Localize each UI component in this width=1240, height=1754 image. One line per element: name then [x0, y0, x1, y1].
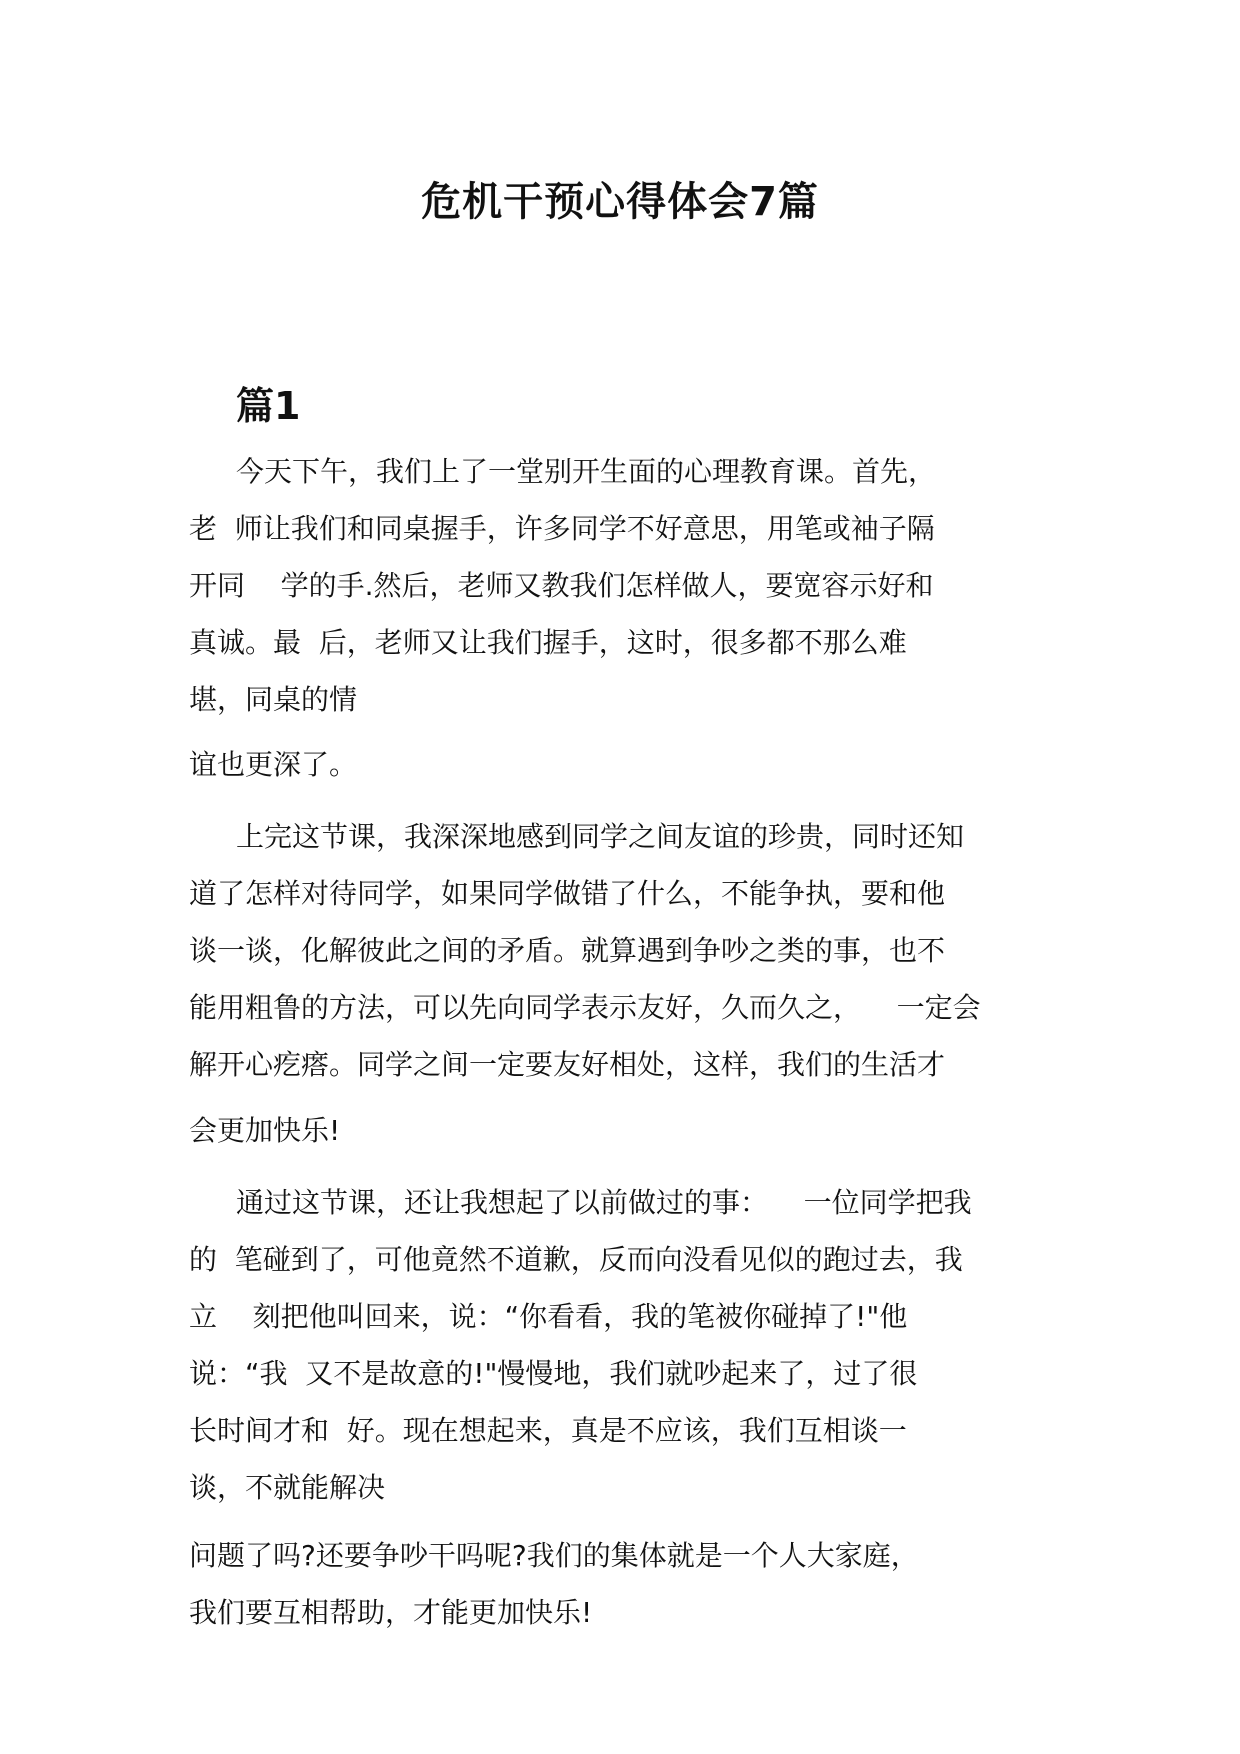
paragraph-line: 会更加快乐! — [189, 1114, 341, 1147]
paragraph-line: 通过这节课，还让我想起了以前做过的事： 一位同学把我 — [236, 1186, 972, 1219]
paragraph-line: 我们要互相帮助，才能更加快乐! — [189, 1596, 593, 1629]
section-heading: 篇1 — [236, 384, 301, 428]
paragraph-line: 开同 学的手.然后，老师又教我们怎样做人，要宽容示好和 — [189, 569, 934, 602]
paragraph-line: 真诚。最 后，老师又让我们握手，这时，很多都不那么难 — [189, 626, 907, 659]
paragraph-line: 上完这节课，我深深地感到同学之间友谊的珍贵，同时还知 — [236, 820, 965, 853]
paragraph-line: 的 笔碰到了，可他竟然不道歉，反而向没看见似的跑过去，我 — [189, 1243, 963, 1276]
paragraph-line: 解开心疙瘩。同学之间一定要友好相处，这样，我们的生活才 — [189, 1048, 946, 1081]
paragraph-line: 谈，不就能解决 — [189, 1471, 386, 1504]
paragraph-line: 谈一谈，化解彼此之间的矛盾。就算遇到争吵之类的事，也不 — [189, 934, 946, 967]
paragraph-line: 今天下午，我们上了一堂别开生面的心理教育课。首先， — [236, 455, 937, 488]
paragraph-line: 能用粗鲁的方法，可以先向同学表示友好，久而久之， 一定会 — [189, 991, 981, 1024]
paragraph-line: 谊也更深了。 — [189, 748, 358, 781]
paragraph-line: 老 师让我们和同桌握手，许多同学不好意思，用笔或袖子隔 — [189, 512, 935, 545]
paragraph-line: 堪，同桌的情 — [189, 683, 358, 716]
paragraph-line: 问题了吗?还要争吵干吗呢?我们的集体就是一个人大家庭， — [189, 1539, 919, 1572]
paragraph-line: 说：“我 又不是故意的!"慢慢地，我们就吵起来了，过了很 — [189, 1357, 918, 1390]
paragraph-line: 立 刻把他叫回来，说：“你看看，我的笔被你碰掉了!"他 — [189, 1300, 908, 1333]
paragraph-line: 道了怎样对待同学，如果同学做错了什么，不能争执，要和他 — [189, 877, 946, 910]
document-title: 危机干预心得体会7篇 — [421, 179, 819, 225]
paragraph-line: 长时间才和 好。现在想起来，真是不应该，我们互相谈一 — [189, 1414, 907, 1447]
